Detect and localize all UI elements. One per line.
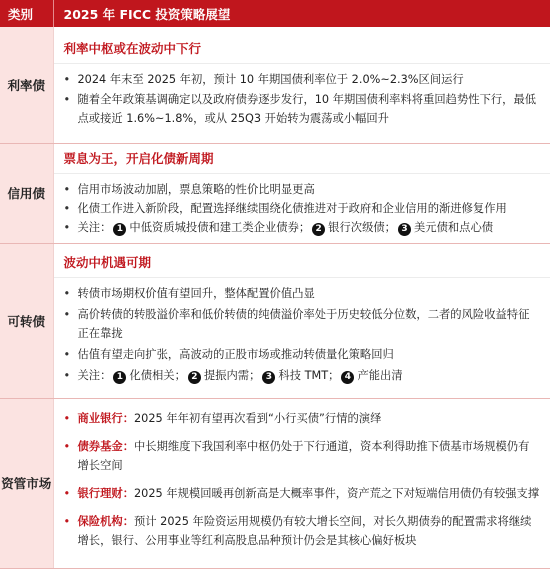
number-3-icon: 3 — [262, 371, 275, 384]
bullet-list — [54, 401, 550, 565]
focus-item: • 关注： 1 中低资质城投债和建工类企业债券； 2 银行次级债； 3 美元债和点心债 — [54, 218, 541, 237]
bullet-item: • 转债市场期权价值有望回升，整体配置价值凸显 — [54, 284, 541, 303]
bullet-list — [54, 64, 550, 135]
number-2-icon: 2 — [312, 223, 325, 236]
section-title: 票息为王，开启化债新周期 — [54, 144, 550, 174]
bullet-item: • 随着全年政策基调确定以及政府债券逐步发行，10 年期国债利率料将重回趋势性下行，最低点或接近 1.6%~1.8%，或从 25Q3 开始转为震荡或小幅回升 — [54, 90, 541, 128]
number-3-icon: 3 — [398, 223, 411, 236]
bullet-item: • 2024 年末至 2025 年初，预计 10 年期国债利率位于 2.0%~2.3%区间运行 — [54, 70, 541, 89]
table-header-row — [0, 0, 550, 27]
section-title: 利率中枢或在波动中下行 — [54, 34, 550, 64]
focus-item: • 关注： 1 化债相关； 2 提振内需； 3 科技 TMT； 4 产能出清 — [54, 366, 541, 385]
item-label: 商业银行： — [77, 412, 134, 425]
bullet-item: • 银行理财：2025 年规模回暖再创新高是大概率事件，资产荒之下对短端信用债仍有较强支撑 — [54, 484, 541, 503]
focus-label: 关注： — [77, 369, 112, 382]
item-label: 债券基金： — [77, 440, 134, 453]
bullet-item: • 保险机构：预计 2025 年险资运用规模仍有较大增长空间，对长久期债券的配置需求将继续增长，银行、公用事业等红利高股息品种预计仍会是其核心偏好板块 — [54, 512, 541, 550]
section-convertible — [0, 243, 550, 398]
section-rates — [0, 27, 550, 143]
section-title: 波动中机遇可期 — [54, 248, 550, 278]
category-label: 资管市场 — [0, 398, 53, 568]
focus-label: 关注： — [77, 220, 112, 234]
number-1-icon: 1 — [113, 223, 126, 236]
header-title: 2025 年 FICC 投资策略展望 — [53, 0, 550, 27]
section-credit — [0, 143, 550, 243]
category-label: 信用债 — [0, 143, 53, 243]
header-category: 类别 — [0, 0, 53, 27]
bullet-item: • 高价转债的转股溢价率和低价转债的纯债溢价率处于历史较低分位数，二者的风险收益特征正在靠拢 — [54, 305, 541, 343]
bullet-item: • 估值有望走向扩张，高波动的正股市场或推动转债量化策略回归 — [54, 345, 541, 364]
bullet-list — [54, 174, 550, 243]
number-2-icon: 2 — [188, 371, 201, 384]
bullet-list — [54, 278, 550, 393]
number-1-icon: 1 — [113, 371, 126, 384]
bullet-item: • 信用市场波动加剧，票息策略的性价比明显更高 — [54, 180, 541, 199]
item-label: 银行理财： — [77, 487, 134, 500]
item-label: 保险机构： — [77, 515, 134, 528]
section-asset-management — [0, 398, 550, 568]
category-label: 可转债 — [0, 243, 53, 398]
number-4-icon: 4 — [341, 371, 354, 384]
category-label: 利率债 — [0, 27, 53, 143]
bullet-item: • 商业银行：2025 年年初有望再次看到“小行买债”行情的演绎 — [54, 409, 541, 428]
bullet-item: • 化债工作进入新阶段，配置选择继续围绕化债推进对于政府和企业信用的渐进修复作用 — [54, 199, 541, 218]
bullet-item: • 债券基金：中长期维度下我国利率中枢仍处于下行通道，资本利得助推下债基市场规模仍有增长空间 — [54, 437, 541, 475]
